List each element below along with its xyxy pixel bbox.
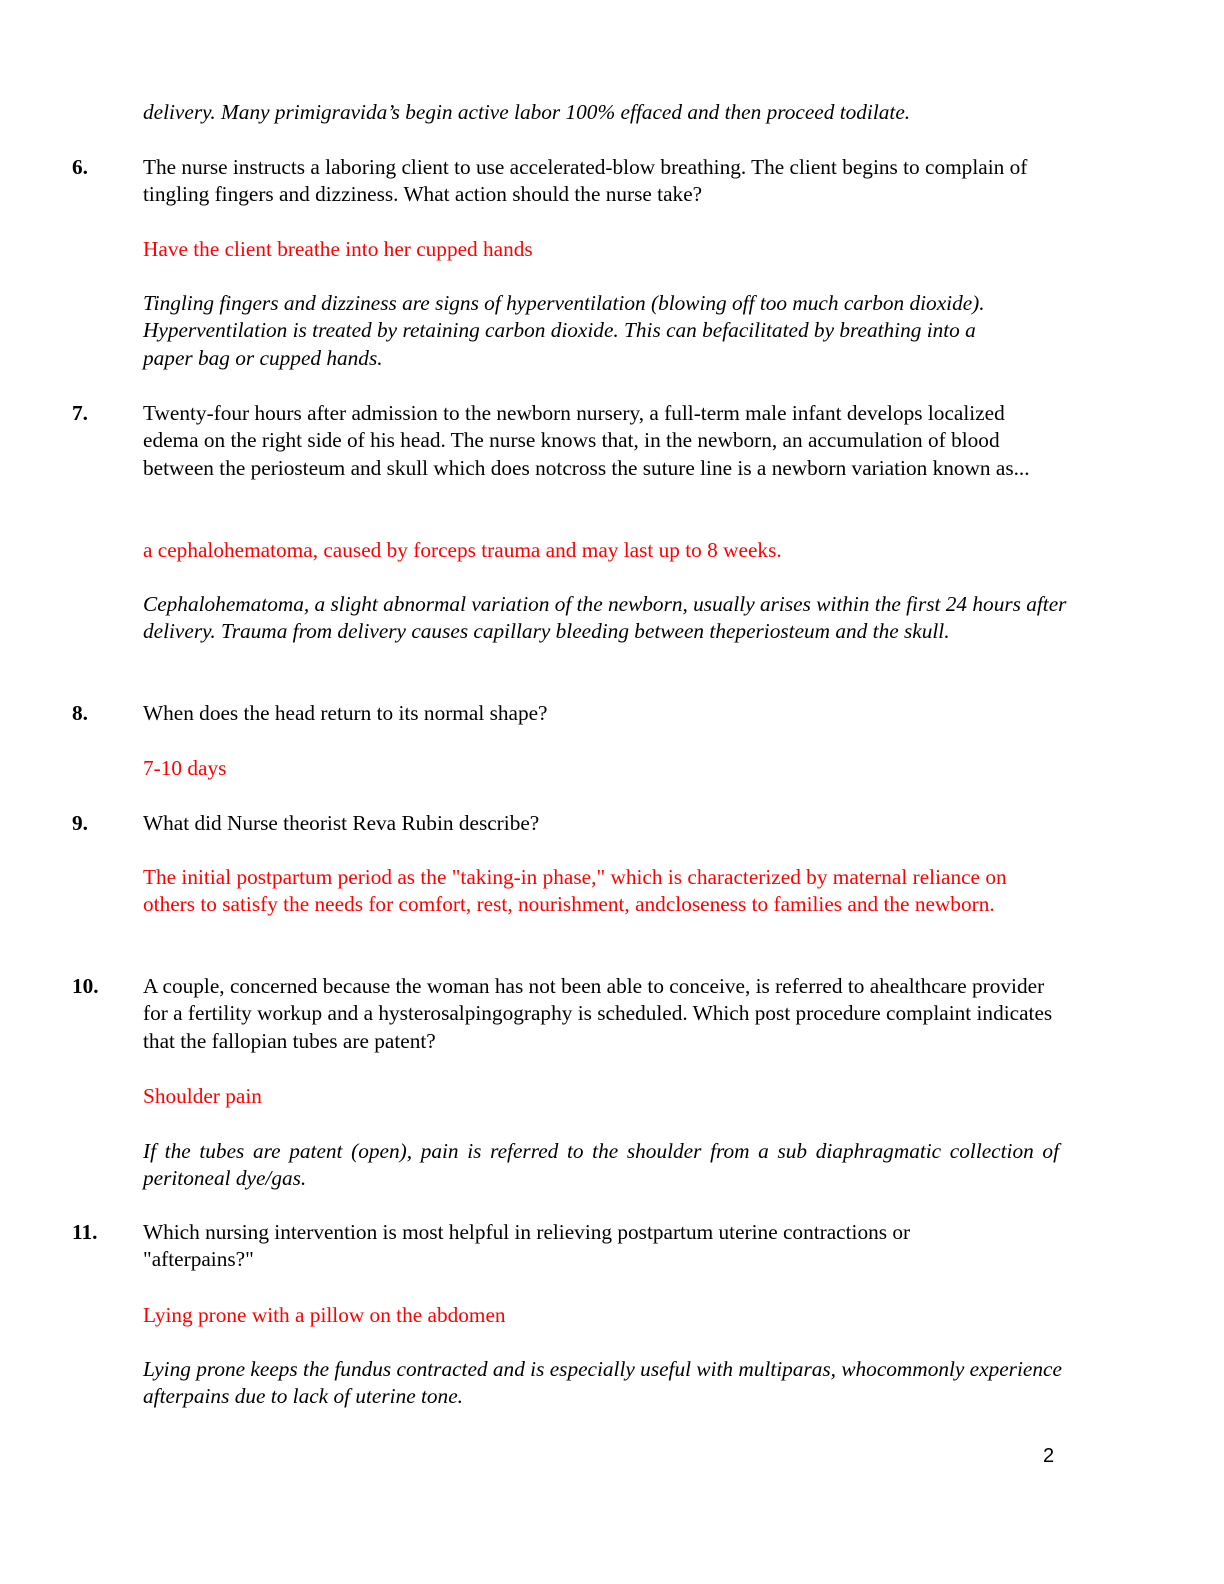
item-number: 8. [72,701,88,725]
answer-text: 7-10 days [143,756,227,780]
item-number: 7. [72,401,88,425]
item-number: 9. [72,811,88,835]
answer-text: a cephalohematoma, caused by forceps trauma and may last up to 8 weeks. [143,538,782,562]
item-number: 6. [72,155,88,179]
question-text: Twenty-four hours after admission to the newborn nursery, a full-term male infant develops localized edema on the right side of his head. The nurse knows that, in the newborn, an accumulation of blood between the periosteum and skull which does notcross the suture line is a newborn variation known as... [143,401,1030,480]
item-number: 11. [72,1220,98,1244]
continuation-explanation: delivery. Many primigravida’s begin active labor 100% effaced and then proceed todilate. [143,100,911,124]
answer-text: The initial postpartum period as the "taking-in phase," which is characterized by maternal reliance on others to satisfy the needs for comfort, rest, nourishment, andcloseness to families and the newborn. [143,865,1007,917]
question-text: Which nursing intervention is most helpful in relieving postpartum uterine contractions or "afterpains?" [143,1220,911,1272]
answer-text: Have the client breathe into her cupped hands [143,237,533,261]
item-number: 10. [72,974,99,998]
question-text: When does the head return to its normal shape? [143,701,548,725]
answer-text: Lying prone with a pillow on the abdomen [143,1303,506,1327]
answer-text: Shoulder pain [143,1084,262,1108]
explanation-text: Tingling fingers and dizziness are signs of hyperventilation (blowing off too much carbon dioxide). Hyperventilation is treated by retaining carbon dioxide. This can befacilitated by breathing into a paper bag or cupped hands. [143,291,985,370]
page-number: 2 [1043,1445,1055,1467]
question-text: A couple, concerned because the woman has not been able to conceive, is referred to ahealthcare provider for a fertility workup and a hysterosalpingography is scheduled. Which post procedure complaint indicates that the fallopian tubes are patent? [143,974,1053,1053]
explanation-text: Lying prone keeps the fundus contracted and is especially useful with multiparas, whocommonly experience afterpains due to lack of uterine tone. [143,1357,1062,1409]
question-text: The nurse instructs a laboring client to use accelerated-blow breathing. The client begins to complain of tingling fingers and dizziness. What action should the nurse take? [143,155,1028,207]
explanation-text: Cephalohematoma, a slight abnormal variation of the newborn, usually arises within the first 24 hours after delivery. Trauma from delivery causes capillary bleeding between theperiosteum and the skull. [143,592,1067,644]
question-text: What did Nurse theorist Reva Rubin describe? [143,811,540,835]
explanation-text: If the tubes are patent (open), pain is referred to the shoulder from a sub diaphragmatic collection of peritoneal dye/gas. [143,1139,1059,1191]
